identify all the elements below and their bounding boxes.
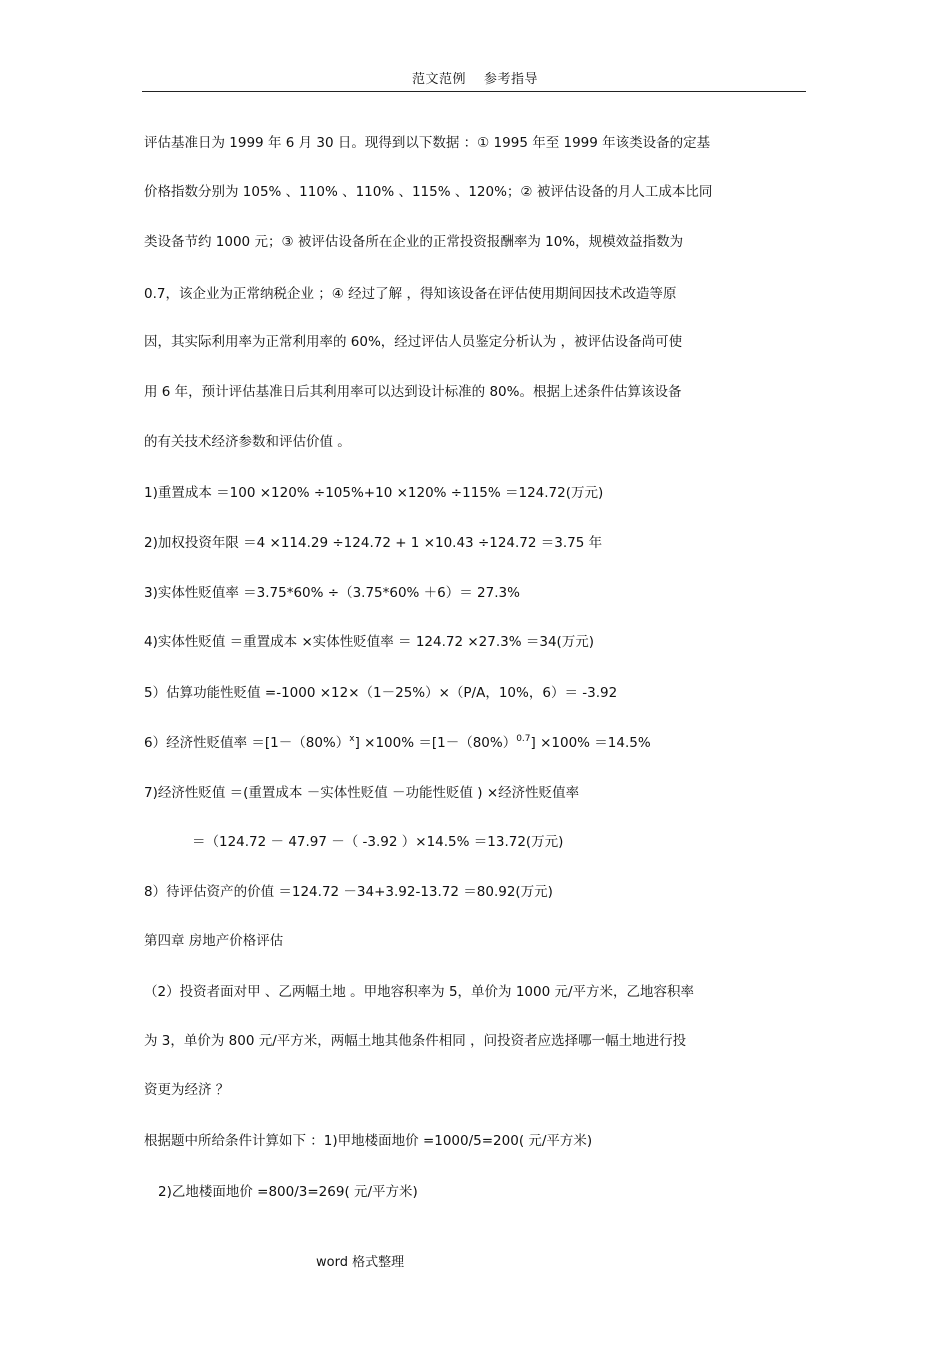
page-footer: word 格式整理	[316, 1255, 405, 1270]
paragraph-line: 类设备节约 1000 元；③ 被评估设备所在企业的正常投资报酬率为 10%，规模效益指数为	[144, 234, 684, 250]
formula-part: 6）经济性贬值率 ＝[1－（80%）	[144, 735, 350, 751]
formula-line: 5）估算功能性贬值 =-1000 ×12×（1－25%）×（P/A，10%，6）＝ -3.92	[144, 685, 618, 701]
chapter-heading: 第四章 房地产价格评估	[144, 933, 284, 949]
formula-line: 3)实体性贬值率 ＝3.75*60% ÷（3.75*60% ＋6）＝ 27.3%	[144, 585, 520, 601]
formula-part: ] ×100% ＝[1－（80%）	[354, 735, 517, 751]
paragraph-line: 评估基准日为 1999 年 6 月 30 日。现得到以下数据 ：① 1995 年至 1999 年该类设备的定基	[144, 135, 711, 151]
exponent: 0.7	[516, 734, 531, 744]
formula-line: 4)实体性贬值 ＝重置成本 ×实体性贬值率 ＝ 124.72 ×27.3% ＝34(万元)	[144, 634, 595, 650]
page-header	[0, 68, 950, 87]
paragraph-line: 的有关技术经济参数和评估价值 。	[144, 434, 351, 450]
formula-line: 1)重置成本 ＝100 ×120% ÷105%+10 ×120% ÷115% ＝124.72(万元)	[144, 485, 604, 501]
paragraph-line: 价格指数分别为 105% 、110% 、110% 、115% 、120%；② 被评估设备的月人工成本比同	[144, 184, 713, 200]
formula-line: 2)乙地楼面地价 =800/3=269( 元/平方米)	[158, 1184, 418, 1200]
formula-line: ＝（124.72 － 47.97 －（ -3.92 ）×14.5% ＝13.72(万元)	[192, 834, 564, 850]
formula-line: 2)加权投资年限 ＝4 ×114.29 ÷124.72 + 1 ×10.43 ÷124.72 ＝3.75 年	[144, 535, 603, 551]
paragraph-line: 0.7，该企业为正常纳税企业 ；④ 经过了解 ，得知该设备在评估使用期间因技术改造等原	[144, 286, 677, 302]
header-right-text: 参考指导	[484, 72, 539, 87]
paragraph-line: 根据题中所给条件计算如下 ：1)甲地楼面地价 =1000/5=200( 元/平方米)	[144, 1133, 593, 1149]
header-left-text: 范文范例	[411, 72, 466, 87]
formula-part: ] ×100% ＝14.5%	[530, 735, 651, 751]
exponent: x	[349, 734, 355, 744]
header-rule	[142, 91, 806, 92]
paragraph-line: 资更为经济 ？	[144, 1082, 230, 1098]
formula-line-economic-rate	[144, 734, 651, 752]
paragraph-line: （2）投资者面对甲 、乙两幅土地 。甲地容积率为 5，单价为 1000 元/平方米，乙地容积率	[144, 984, 695, 1000]
paragraph-line: 因，其实际利用率为正常利用率的 60%，经过评估人员鉴定分析认为 ，被评估设备尚可使	[144, 334, 683, 350]
paragraph-line: 为 3，单价为 800 元/平方米，两幅土地其他条件相同 ，问投资者应选择哪一幅土地进行投	[144, 1033, 687, 1049]
formula-line: 7)经济性贬值 ＝(重置成本 －实体性贬值 －功能性贬值 ) ×经济性贬值率	[144, 785, 580, 801]
formula-line: 8）待评估资产的价值 ＝124.72 －34+3.92-13.72 ＝80.92(万元)	[144, 884, 553, 900]
paragraph-line: 用 6 年，预计评估基准日后其利用率可以达到设计标准的 80%。根据上述条件估算该设备	[144, 384, 682, 400]
